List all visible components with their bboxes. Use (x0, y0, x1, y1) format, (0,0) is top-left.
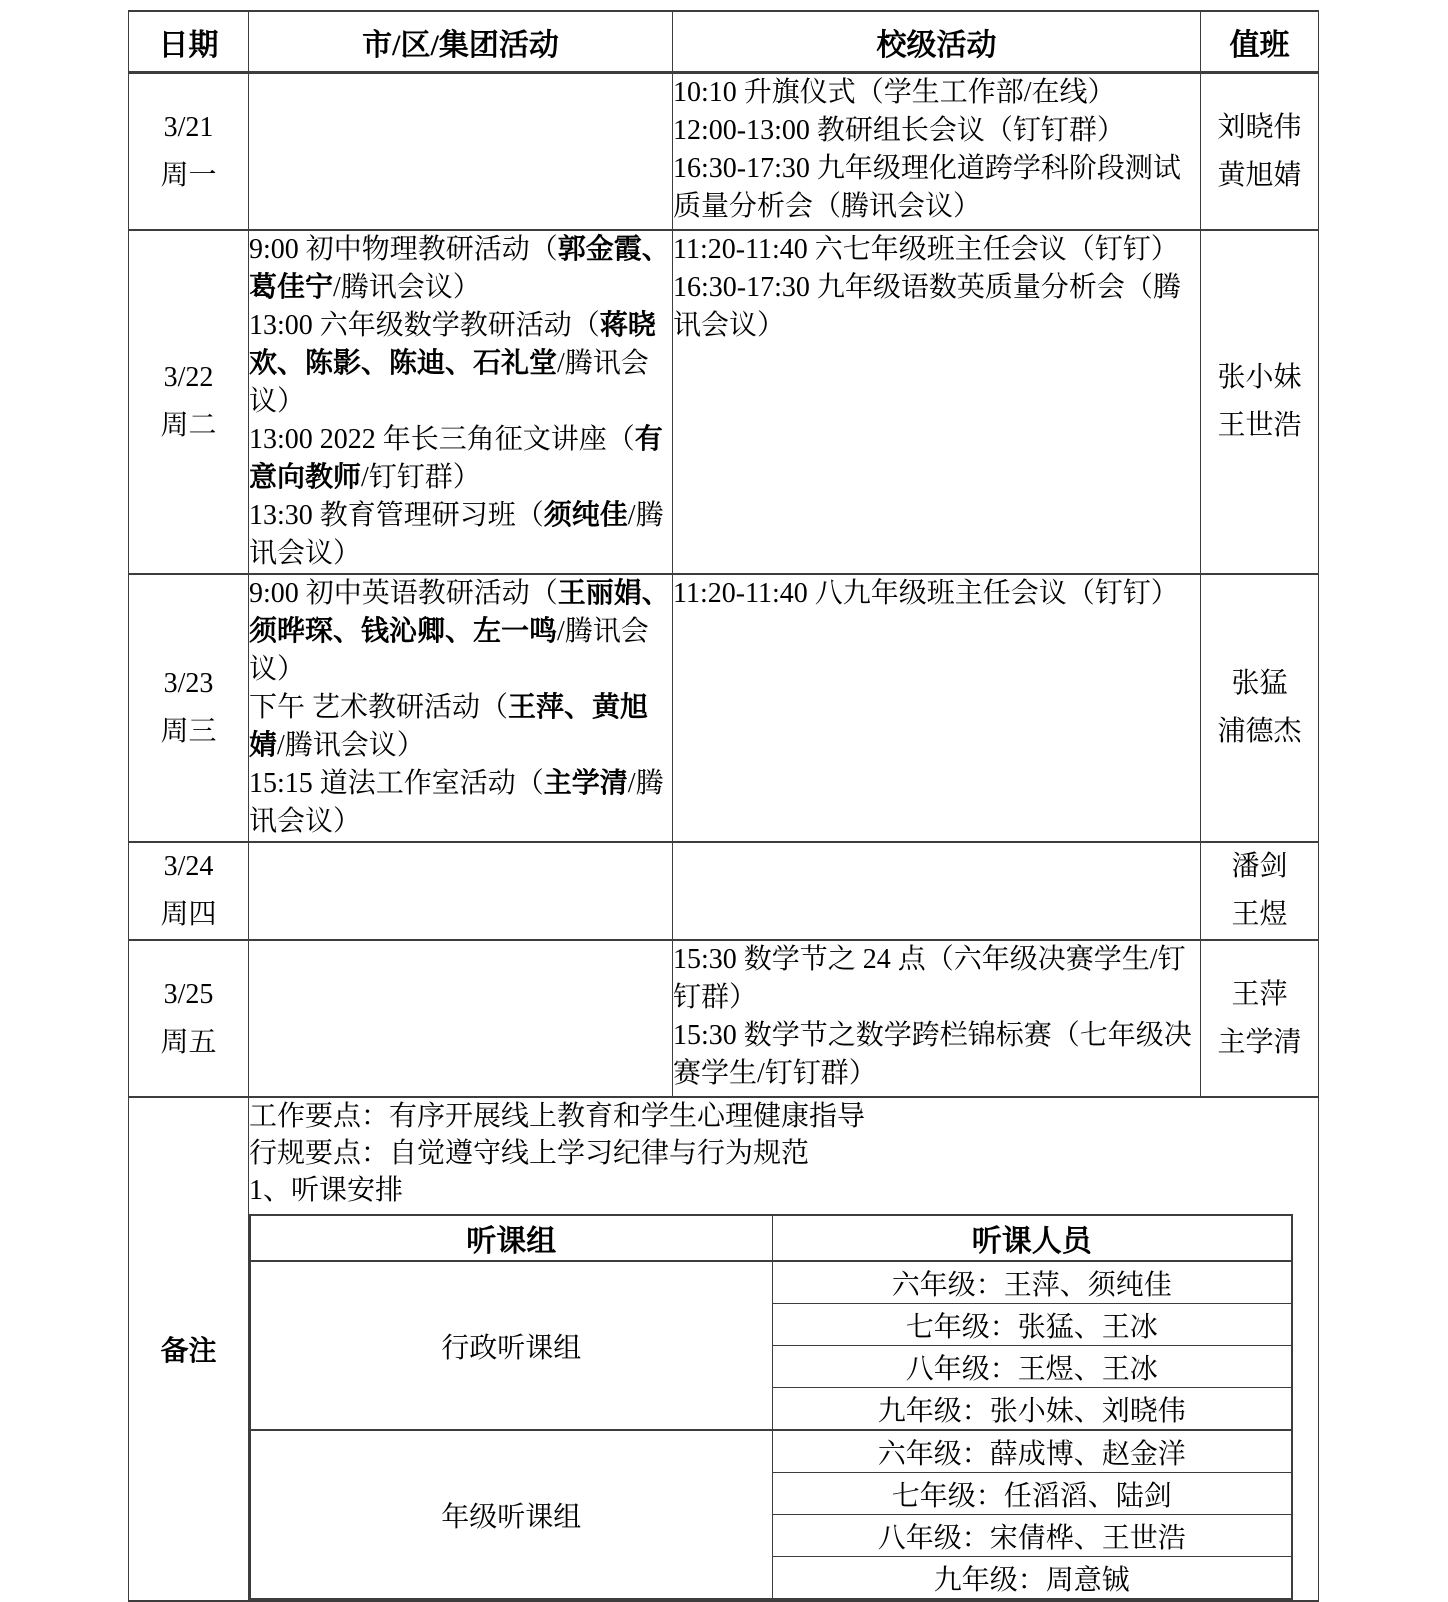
listening-group-name: 年级听课组 (250, 1430, 772, 1599)
activity-text: 15:15 道法工作室活动（ (249, 768, 544, 799)
date-line: 周四 (160, 899, 217, 930)
activity-text: /钉钉群） (361, 462, 481, 493)
activity-text: /腾讯会议） (249, 768, 664, 837)
date-line: 周一 (160, 159, 217, 191)
school-activities-cell (673, 574, 1201, 842)
date-line: 周三 (160, 716, 217, 747)
activity-line (249, 765, 672, 841)
activity-line (673, 112, 1200, 150)
remark-line: 行规要点：自觉遵守线上学习纪律与行为规范 (249, 1138, 810, 1169)
district-activities-cell (249, 842, 673, 940)
activity-text: 10:10 升旗仪式（学生工作部/在线） (673, 77, 1116, 108)
listening-members: 九年级：周意铖 (772, 1557, 1292, 1600)
district-activities-cell (249, 230, 673, 574)
person-name-bold: 主学清 (543, 768, 628, 799)
date-line: 3/22 (163, 362, 214, 393)
table-row (129, 574, 1319, 842)
listening-staff-header: 听课人员 (772, 1215, 1292, 1261)
duty-name: 王萍 (1231, 978, 1288, 1010)
date-line: 周二 (160, 410, 217, 441)
col-header-duty: 值班 (1201, 11, 1319, 73)
table-row (129, 230, 1319, 574)
duty-name: 潘剑 (1231, 851, 1288, 882)
activity-line (249, 497, 672, 573)
duty-cell (1201, 574, 1319, 842)
activity-line (249, 575, 672, 689)
activity-text: /腾讯会议） (249, 616, 649, 685)
header-row (129, 11, 1319, 73)
listening-members: 八年级：王煜、王冰 (772, 1346, 1292, 1388)
person-name-bold: 须纯佳 (543, 500, 628, 531)
col-header-date: 日期 (129, 11, 249, 73)
listening-members: 六年级：王萍、须纯佳 (772, 1261, 1292, 1304)
remarks-content-cell (249, 1097, 1319, 1601)
activity-text: 11:20-11:40 六七年级班主任会议（钉钉） (673, 234, 1179, 265)
listening-members: 八年级：宋倩桦、王世浩 (772, 1515, 1292, 1557)
date-cell (129, 842, 249, 940)
table-row (129, 940, 1319, 1097)
date-line: 3/21 (163, 111, 214, 143)
col-header-school-activities: 校级活动 (673, 11, 1201, 73)
listening-members: 七年级：张猛、王冰 (772, 1304, 1292, 1346)
duty-name: 王煜 (1231, 899, 1288, 930)
district-activities-cell (249, 940, 673, 1097)
listening-members: 七年级：任滔滔、陆剑 (772, 1473, 1292, 1515)
activity-line (673, 150, 1200, 226)
table-row (129, 73, 1319, 231)
activity-line (673, 231, 1200, 269)
duty-cell (1201, 230, 1319, 574)
table-row (129, 842, 1319, 940)
school-activities-cell (673, 73, 1201, 231)
remarks-label-cell: 备注 (129, 1097, 249, 1601)
activity-text: /腾讯会议） (277, 730, 425, 761)
person-name-bold: 王萍、黄旭婧 (249, 692, 649, 761)
date-cell (129, 230, 249, 574)
district-activities-cell (249, 73, 673, 231)
activity-line (673, 1017, 1200, 1093)
date-line: 3/24 (163, 851, 214, 882)
listening-arrangement-table (249, 1214, 1293, 1600)
duty-name: 刘晓伟 (1217, 111, 1302, 143)
activity-text: 12:00-13:00 教研组长会议（钉钉群） (673, 115, 1125, 146)
remark-line: 工作要点：有序开展线上教育和学生心理健康指导 (249, 1101, 866, 1132)
activity-text: 13:30 教育管理研习班（ (249, 500, 544, 531)
activity-text: 15:30 数学节之 24 点（六年级决赛学生/钉钉群） (673, 944, 1186, 1013)
activity-text: 9:00 初中物理教研活动（ (249, 234, 558, 265)
listening-member-row (250, 1261, 1292, 1304)
duty-name: 张猛 (1231, 668, 1288, 699)
person-name-bold: 王丽娟、须晔琛、钱沁卿、左一鸣 (249, 578, 670, 647)
school-activities-cell (673, 940, 1201, 1097)
date-line: 3/23 (163, 668, 214, 699)
activity-text: 16:30-17:30 九年级理化道跨学科阶段测试质量分析会（腾讯会议） (673, 153, 1181, 222)
remarks-row (129, 1097, 1319, 1601)
duty-cell (1201, 940, 1319, 1097)
activity-text: 9:00 初中英语教研活动（ (249, 578, 558, 609)
schedule-body (129, 73, 1319, 1602)
listening-header-row (250, 1215, 1292, 1261)
duty-cell (1201, 73, 1319, 231)
duty-name: 王世浩 (1217, 410, 1302, 441)
activity-text: 13:00 六年级数学教研活动（ (249, 310, 600, 341)
weekly-schedule-table (128, 10, 1319, 1602)
activity-text: /腾讯会议） (249, 500, 664, 569)
activity-text: 下午 艺术教研活动（ (249, 692, 509, 723)
activity-text: 16:30-17:30 九年级语数英质量分析会（腾讯会议） (673, 272, 1181, 341)
remark-line: 1、听课安排 (249, 1175, 404, 1206)
activity-text: /腾讯会议） (249, 348, 649, 417)
listening-group-header: 听课组 (250, 1215, 772, 1261)
date-line: 周五 (160, 1026, 217, 1058)
date-cell (129, 73, 249, 231)
date-cell (129, 940, 249, 1097)
activity-line (249, 689, 672, 765)
listening-table-head (250, 1215, 1292, 1261)
date-line: 3/25 (163, 978, 214, 1010)
duty-cell (1201, 842, 1319, 940)
person-name-bold: 郭金霞、葛佳宁 (249, 234, 670, 303)
school-activities-cell (673, 842, 1201, 940)
school-activities-cell (673, 230, 1201, 574)
listening-member-row (250, 1430, 1292, 1473)
activity-line (673, 74, 1200, 112)
activity-line (673, 941, 1200, 1017)
activity-text: 15:30 数学节之数学跨栏锦标赛（七年级决赛学生/钉钉群） (673, 1020, 1192, 1089)
duty-name: 黄旭婧 (1217, 159, 1302, 191)
duty-name: 浦德杰 (1217, 716, 1302, 747)
activity-text: 13:00 2022 年长三角征文讲座（ (249, 424, 635, 455)
listening-group-name: 行政听课组 (250, 1261, 772, 1430)
activity-line (249, 231, 672, 307)
person-name-bold: 有意向教师 (249, 424, 663, 493)
activity-text: /腾讯会议） (333, 272, 481, 303)
activity-line (249, 421, 672, 497)
district-activities-cell (249, 574, 673, 842)
activity-line (673, 575, 1200, 613)
listening-table-body (250, 1261, 1292, 1599)
date-cell (129, 574, 249, 842)
activity-text: 11:20-11:40 八九年级班主任会议（钉钉） (673, 578, 1179, 609)
listening-members: 六年级：薛成博、赵金洋 (772, 1430, 1292, 1473)
col-header-district-activities: 市/区/集团活动 (249, 11, 673, 73)
activity-line (673, 269, 1200, 345)
person-name-bold: 蒋晓欢、陈影、陈迪、石礼堂 (249, 310, 656, 379)
activity-line (249, 307, 672, 421)
listening-members: 九年级：张小妹、刘晓伟 (772, 1388, 1292, 1431)
duty-name: 张小妹 (1217, 362, 1302, 393)
duty-name: 主学清 (1217, 1026, 1302, 1058)
